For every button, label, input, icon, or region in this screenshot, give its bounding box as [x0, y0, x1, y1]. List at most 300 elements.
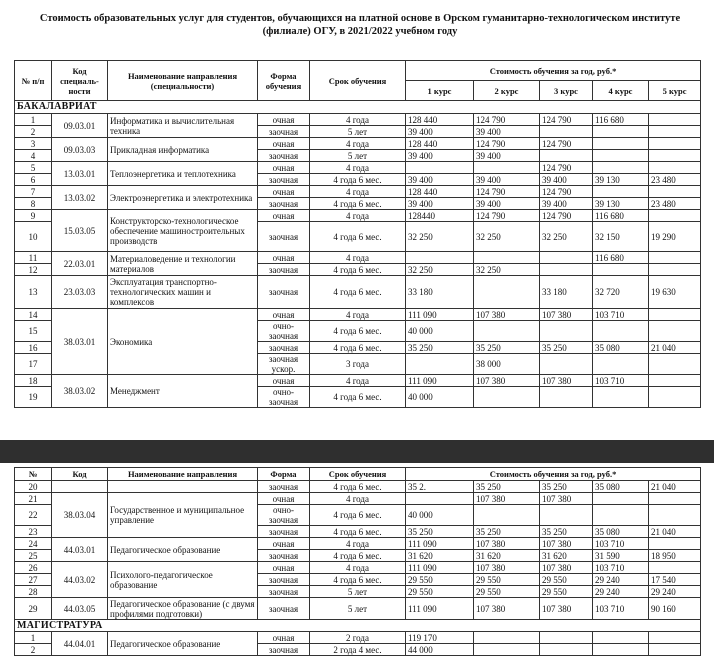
- cell-num: 1: [15, 114, 52, 126]
- cell-cost-c3: [540, 252, 593, 264]
- cell-cost-c4: 39 130: [593, 198, 649, 210]
- cell-cost-c1: 33 180: [406, 276, 474, 309]
- cell-cost-c5: 23 480: [649, 174, 701, 186]
- cell-cost-c4: 32 720: [593, 276, 649, 309]
- cell-cost-c4: [593, 162, 649, 174]
- cell-num: 7: [15, 186, 52, 198]
- cell-cost-c5: [649, 354, 701, 375]
- header2-form: Форма: [258, 468, 310, 481]
- cell-form: заочная: [258, 598, 310, 620]
- cell-cost-c2: 107 380: [474, 375, 540, 387]
- cell-code: [52, 481, 108, 493]
- cell-cost-c1: 39 400: [406, 150, 474, 162]
- header2-cost: Стоимость обучения за год, руб.*: [406, 468, 701, 481]
- cell-cost-c1: 111 090: [406, 598, 474, 620]
- cell-term: 4 года: [310, 114, 406, 126]
- cell-cost-c5: [649, 126, 701, 138]
- cell-cost-c4: [593, 354, 649, 375]
- cell-cost-c4: 116 680: [593, 114, 649, 126]
- cell-name: Материаловедение и технологии материалов: [108, 252, 258, 276]
- cell-cost-c1: [406, 354, 474, 375]
- cell-cost-c3: 29 550: [540, 574, 593, 586]
- cell-form: заочная: [258, 481, 310, 493]
- cell-cost-c1: 35 2.: [406, 481, 474, 493]
- cell-code: 23.03.03: [52, 276, 108, 309]
- cell-cost-c5: 18 950: [649, 550, 701, 562]
- cell-cost-c1: 111 090: [406, 309, 474, 321]
- cell-cost-c1: 31 620: [406, 550, 474, 562]
- header-course-1: 1 курс: [406, 81, 474, 101]
- header-course-2: 2 курс: [474, 81, 540, 101]
- cell-cost-c4: 103 710: [593, 562, 649, 574]
- section-row-master: [15, 620, 701, 632]
- cell-cost-c2: [474, 276, 540, 309]
- header-course-3: 3 курс: [540, 81, 593, 101]
- table-row: [15, 375, 701, 387]
- header-name: Наименование направления (специальности): [108, 61, 258, 101]
- cell-term: 3 года: [310, 354, 406, 375]
- cell-cost-c3: 107 380: [540, 375, 593, 387]
- cell-term: 4 года 6 мес.: [310, 526, 406, 538]
- cell-cost-c1: 35 250: [406, 526, 474, 538]
- cell-cost-c2: 29 550: [474, 586, 540, 598]
- cell-num: 2: [15, 644, 52, 656]
- cell-cost-c2: 124 790: [474, 210, 540, 222]
- cell-name: Менеджмент: [108, 375, 258, 408]
- header-num: № п/п: [15, 61, 52, 101]
- cell-cost-c1: 128 440: [406, 186, 474, 198]
- table-row: [15, 538, 701, 550]
- cell-code: 38.03.01: [52, 309, 108, 375]
- cell-name: Государственное и муниципальное управление: [108, 493, 258, 538]
- cell-cost-c5: [649, 505, 701, 526]
- cell-cost-c4: 35 080: [593, 481, 649, 493]
- header2-num: №: [15, 468, 52, 481]
- cell-cost-c1: 40 000: [406, 387, 474, 408]
- tuition-table-part-1: [14, 60, 701, 408]
- cell-cost-c1: 111 090: [406, 562, 474, 574]
- cell-term: 4 года 6 мес.: [310, 387, 406, 408]
- cell-cost-c3: 35 250: [540, 526, 593, 538]
- cell-cost-c1: 111 090: [406, 538, 474, 550]
- header2-name: Наименование направления: [108, 468, 258, 481]
- cell-term: 4 года 6 мес.: [310, 174, 406, 186]
- cell-cost-c2: 31 620: [474, 550, 540, 562]
- cell-num: 25: [15, 550, 52, 562]
- cell-term: 4 года: [310, 138, 406, 150]
- cell-cost-c2: [474, 252, 540, 264]
- cell-cost-c3: 31 620: [540, 550, 593, 562]
- cell-form: заочная: [258, 574, 310, 586]
- cell-num: 9: [15, 210, 52, 222]
- cell-term: 4 года 6 мес.: [310, 276, 406, 309]
- cell-num: 21: [15, 493, 52, 505]
- cell-term: 2 года 4 мес.: [310, 644, 406, 656]
- cell-num: 20: [15, 481, 52, 493]
- cell-cost-c4: 32 150: [593, 222, 649, 252]
- cell-cost-c4: [593, 264, 649, 276]
- cell-code: 44.03.02: [52, 562, 108, 598]
- cell-cost-c3: 107 380: [540, 309, 593, 321]
- cell-cost-c5: [649, 644, 701, 656]
- cell-form: заочная: [258, 526, 310, 538]
- cell-term: 5 лет: [310, 126, 406, 138]
- cell-cost-c1: 35 250: [406, 342, 474, 354]
- cell-name: Педагогическое образование: [108, 632, 258, 656]
- cell-code: 44.04.01: [52, 632, 108, 656]
- cell-form: заочная: [258, 342, 310, 354]
- section-bachelor: БАКАЛАВРИАТ: [15, 101, 701, 114]
- cell-term: 4 года 6 мес.: [310, 550, 406, 562]
- cell-term: 4 года 6 мес.: [310, 198, 406, 210]
- cell-cost-c4: [593, 126, 649, 138]
- cell-cost-c2: 107 380: [474, 538, 540, 550]
- cell-cost-c5: [649, 321, 701, 342]
- cell-cost-c2: 107 380: [474, 309, 540, 321]
- cell-num: 13: [15, 276, 52, 309]
- cell-form: заочная: [258, 150, 310, 162]
- cell-cost-c5: [649, 264, 701, 276]
- cell-cost-c5: 23 480: [649, 198, 701, 210]
- cell-term: 4 года 6 мес.: [310, 481, 406, 493]
- cell-cost-c3: 107 380: [540, 493, 593, 505]
- cell-cost-c5: [649, 493, 701, 505]
- cell-form: очная: [258, 309, 310, 321]
- cell-cost-c4: [593, 493, 649, 505]
- cell-cost-c4: 29 240: [593, 586, 649, 598]
- cell-num: 5: [15, 162, 52, 174]
- cell-term: 4 года: [310, 375, 406, 387]
- cell-term: 4 года: [310, 309, 406, 321]
- cell-form: заочная: [258, 264, 310, 276]
- cell-cost-c2: 32 250: [474, 264, 540, 276]
- cell-name: Конструкторско-технологическое обеспечение машиностроительных производств: [108, 210, 258, 252]
- cell-form: очная: [258, 252, 310, 264]
- cell-num: 29: [15, 598, 52, 620]
- cell-cost-c2: 39 400: [474, 174, 540, 186]
- cell-num: 26: [15, 562, 52, 574]
- cell-term: 4 года: [310, 538, 406, 550]
- cell-cost-c1: 40 000: [406, 321, 474, 342]
- table-row: [15, 186, 701, 198]
- cell-name: Педагогическое образование: [108, 538, 258, 562]
- cell-cost-c5: [649, 252, 701, 264]
- cell-form: очная: [258, 375, 310, 387]
- cell-cost-c5: 21 040: [649, 526, 701, 538]
- cell-form: заочная: [258, 174, 310, 186]
- cell-form: заочная: [258, 644, 310, 656]
- cell-form: заочная ускор.: [258, 354, 310, 375]
- cell-cost-c4: 116 680: [593, 210, 649, 222]
- cell-term: 4 года 6 мес.: [310, 321, 406, 342]
- cell-cost-c2: 124 790: [474, 138, 540, 150]
- header2-term: Срок обучения: [310, 468, 406, 481]
- cell-num: 10: [15, 222, 52, 252]
- header-cost: Стоимость обучения за год, руб.*: [406, 61, 701, 81]
- cell-code: 13.03.01: [52, 162, 108, 186]
- cell-code: 09.03.01: [52, 114, 108, 138]
- cell-cost-c2: [474, 505, 540, 526]
- cell-cost-c2: 35 250: [474, 342, 540, 354]
- table-row: [15, 162, 701, 174]
- cell-name: Эксплуатация транспортно-технологических машин и комплексов: [108, 276, 258, 309]
- cell-cost-c1: 111 090: [406, 375, 474, 387]
- cell-cost-c4: 29 240: [593, 574, 649, 586]
- cell-term: 5 лет: [310, 598, 406, 620]
- cell-cost-c3: [540, 632, 593, 644]
- cell-term: 5 лет: [310, 586, 406, 598]
- cell-name: Информатика и вычислительная техника: [108, 114, 258, 138]
- cell-cost-c4: [593, 505, 649, 526]
- cell-num: 4: [15, 150, 52, 162]
- cell-cost-c2: 38 000: [474, 354, 540, 375]
- cell-cost-c1: 40 000: [406, 505, 474, 526]
- cell-form: очная: [258, 114, 310, 126]
- cell-form: заочная: [258, 550, 310, 562]
- cell-cost-c3: 107 380: [540, 598, 593, 620]
- cell-cost-c1: 29 550: [406, 586, 474, 598]
- title-line-2: (филиале) ОГУ, в 2021/2022 учебном году: [262, 26, 458, 37]
- cell-num: 1: [15, 632, 52, 644]
- cell-form: очная: [258, 210, 310, 222]
- cell-name: Экономика: [108, 309, 258, 375]
- cell-name: Электроэнергетика и электротехника: [108, 186, 258, 210]
- cell-cost-c1: 32 250: [406, 222, 474, 252]
- cell-cost-c3: 35 250: [540, 481, 593, 493]
- cell-cost-c1: 39 400: [406, 126, 474, 138]
- cell-cost-c4: 116 680: [593, 252, 649, 264]
- cell-num: 28: [15, 586, 52, 598]
- cell-cost-c5: [649, 375, 701, 387]
- cell-cost-c3: [540, 387, 593, 408]
- cell-cost-c3: 124 790: [540, 210, 593, 222]
- cell-cost-c5: [649, 632, 701, 644]
- cell-cost-c4: 103 710: [593, 598, 649, 620]
- cell-cost-c4: 103 710: [593, 375, 649, 387]
- cell-num: 19: [15, 387, 52, 408]
- cell-name: Психолого-педагогическое образование: [108, 562, 258, 598]
- cell-cost-c2: 35 250: [474, 481, 540, 493]
- cell-num: 27: [15, 574, 52, 586]
- table-row: [15, 210, 701, 222]
- cell-term: 2 года: [310, 632, 406, 644]
- cell-cost-c2: [474, 162, 540, 174]
- cell-cost-c1: [406, 252, 474, 264]
- cell-cost-c2: 124 790: [474, 186, 540, 198]
- cell-num: 14: [15, 309, 52, 321]
- cell-cost-c2: 32 250: [474, 222, 540, 252]
- cell-cost-c3: [540, 321, 593, 342]
- cell-term: 4 года 6 мес.: [310, 222, 406, 252]
- table-row: [15, 481, 701, 493]
- cell-num: 6: [15, 174, 52, 186]
- cell-term: 4 года 6 мес.: [310, 574, 406, 586]
- cell-code: 22.03.01: [52, 252, 108, 276]
- cell-num: 24: [15, 538, 52, 550]
- cell-cost-c2: [474, 632, 540, 644]
- table-row: [15, 598, 701, 620]
- cell-cost-c1: 29 550: [406, 574, 474, 586]
- cell-num: 23: [15, 526, 52, 538]
- cell-code: 09.03.03: [52, 138, 108, 162]
- cell-cost-c5: [649, 150, 701, 162]
- cell-form: заочная: [258, 222, 310, 252]
- cell-term: 4 года: [310, 493, 406, 505]
- cell-cost-c4: [593, 186, 649, 198]
- cell-code: 38.03.02: [52, 375, 108, 408]
- cell-cost-c5: [649, 162, 701, 174]
- cell-cost-c4: 35 080: [593, 526, 649, 538]
- cell-form: заочная: [258, 586, 310, 598]
- header-term: Срок обучения: [310, 61, 406, 101]
- header-course-5: 5 курс: [649, 81, 701, 101]
- cell-code: 44.03.01: [52, 538, 108, 562]
- cell-term: 4 года: [310, 252, 406, 264]
- cell-cost-c5: 19 290: [649, 222, 701, 252]
- cell-cost-c3: [540, 264, 593, 276]
- cell-cost-c4: [593, 644, 649, 656]
- cell-cost-c2: 35 250: [474, 526, 540, 538]
- cell-cost-c4: 103 710: [593, 538, 649, 550]
- table-row: [15, 276, 701, 309]
- cell-cost-c4: [593, 632, 649, 644]
- cell-term: 4 года 6 мес.: [310, 342, 406, 354]
- table-row: [15, 632, 701, 644]
- header2-code: Код: [52, 468, 108, 481]
- cell-cost-c5: [649, 210, 701, 222]
- cell-cost-c5: 21 040: [649, 342, 701, 354]
- cell-cost-c2: 107 380: [474, 598, 540, 620]
- cell-cost-c4: [593, 321, 649, 342]
- cell-cost-c5: [649, 309, 701, 321]
- cell-cost-c1: 128 440: [406, 114, 474, 126]
- cell-form: очная: [258, 562, 310, 574]
- cell-cost-c1: 119 170: [406, 632, 474, 644]
- cell-cost-c1: 128 440: [406, 138, 474, 150]
- cell-name: Теплоэнергетика и теплотехника: [108, 162, 258, 186]
- cell-cost-c1: [406, 162, 474, 174]
- cell-cost-c3: 33 180: [540, 276, 593, 309]
- cell-cost-c5: [649, 387, 701, 408]
- title-line-1: Стоимость образовательных услуг для студентов, обучающихся на платной основе в Орском гуманитарно-технологическом институте: [39, 13, 681, 24]
- cell-form: заочная: [258, 276, 310, 309]
- cell-cost-c5: 29 240: [649, 586, 701, 598]
- cell-cost-c4: 39 130: [593, 174, 649, 186]
- cell-code: 15.03.05: [52, 210, 108, 252]
- cell-form: очная: [258, 538, 310, 550]
- cell-form: очно-заочная: [258, 387, 310, 408]
- cell-cost-c1: 128440: [406, 210, 474, 222]
- cell-term: 4 года: [310, 186, 406, 198]
- cell-num: 8: [15, 198, 52, 210]
- cell-form: очная: [258, 138, 310, 150]
- cell-cost-c5: 19 630: [649, 276, 701, 309]
- cell-name: [108, 481, 258, 493]
- cell-num: 3: [15, 138, 52, 150]
- cell-cost-c1: 44 000: [406, 644, 474, 656]
- cell-cost-c2: 107 380: [474, 562, 540, 574]
- cell-cost-c5: 21 040: [649, 481, 701, 493]
- cell-cost-c1: 39 400: [406, 198, 474, 210]
- cell-form: очно-заочная: [258, 321, 310, 342]
- cell-cost-c3: 107 380: [540, 538, 593, 550]
- cell-form: заочная: [258, 198, 310, 210]
- tuition-table-part-2: [14, 467, 701, 656]
- cell-name: Педагогическое образование (с двумя профилями подготовки): [108, 598, 258, 620]
- table-row: [15, 309, 701, 321]
- header-code: Код специаль- ности: [52, 61, 108, 101]
- cell-term: 4 года: [310, 210, 406, 222]
- cell-num: 18: [15, 375, 52, 387]
- cell-code: 44.03.05: [52, 598, 108, 620]
- cell-cost-c5: [649, 138, 701, 150]
- cell-cost-c2: 39 400: [474, 198, 540, 210]
- cell-cost-c5: [649, 562, 701, 574]
- cell-num: 12: [15, 264, 52, 276]
- cell-cost-c3: [540, 354, 593, 375]
- cell-cost-c5: [649, 186, 701, 198]
- cell-code: 13.03.02: [52, 186, 108, 210]
- cell-cost-c3: [540, 150, 593, 162]
- cell-cost-c2: [474, 644, 540, 656]
- document-title: [20, 12, 700, 38]
- cell-term: 4 года: [310, 162, 406, 174]
- cell-form: очная: [258, 162, 310, 174]
- cell-cost-c2: [474, 321, 540, 342]
- section-master: МАГИСТРАТУРА: [15, 620, 701, 632]
- cell-term: 4 года 6 мес.: [310, 264, 406, 276]
- cell-term: 5 лет: [310, 150, 406, 162]
- cell-cost-c3: 39 400: [540, 174, 593, 186]
- cell-cost-c3: 107 380: [540, 562, 593, 574]
- cell-num: 15: [15, 321, 52, 342]
- cell-cost-c3: 29 550: [540, 586, 593, 598]
- cell-cost-c3: 124 790: [540, 162, 593, 174]
- header-form: Форма обучения: [258, 61, 310, 101]
- cell-cost-c1: [406, 493, 474, 505]
- table-row: [15, 252, 701, 264]
- cell-cost-c3: 124 790: [540, 186, 593, 198]
- document-page-2: [0, 463, 714, 669]
- cell-num: 16: [15, 342, 52, 354]
- cell-cost-c2: 29 550: [474, 574, 540, 586]
- cell-cost-c3: 39 400: [540, 198, 593, 210]
- cell-cost-c5: [649, 114, 701, 126]
- cell-cost-c3: 124 790: [540, 114, 593, 126]
- cell-num: 2: [15, 126, 52, 138]
- cell-cost-c4: 103 710: [593, 309, 649, 321]
- cell-cost-c2: 107 380: [474, 493, 540, 505]
- table-row: [15, 562, 701, 574]
- cell-cost-c1: 32 250: [406, 264, 474, 276]
- cell-cost-c4: [593, 150, 649, 162]
- cell-form: заочная: [258, 126, 310, 138]
- cell-cost-c1: 39 400: [406, 174, 474, 186]
- cell-cost-c4: 35 080: [593, 342, 649, 354]
- cell-cost-c3: 124 790: [540, 138, 593, 150]
- cell-cost-c4: [593, 387, 649, 408]
- cell-cost-c3: [540, 644, 593, 656]
- cell-form: очная: [258, 493, 310, 505]
- cell-cost-c3: 32 250: [540, 222, 593, 252]
- cell-cost-c2: 39 400: [474, 150, 540, 162]
- cell-cost-c4: [593, 138, 649, 150]
- cell-form: очная: [258, 186, 310, 198]
- cell-num: 22: [15, 505, 52, 526]
- cell-name: Прикладная информатика: [108, 138, 258, 162]
- table-row: [15, 114, 701, 126]
- cell-cost-c3: [540, 505, 593, 526]
